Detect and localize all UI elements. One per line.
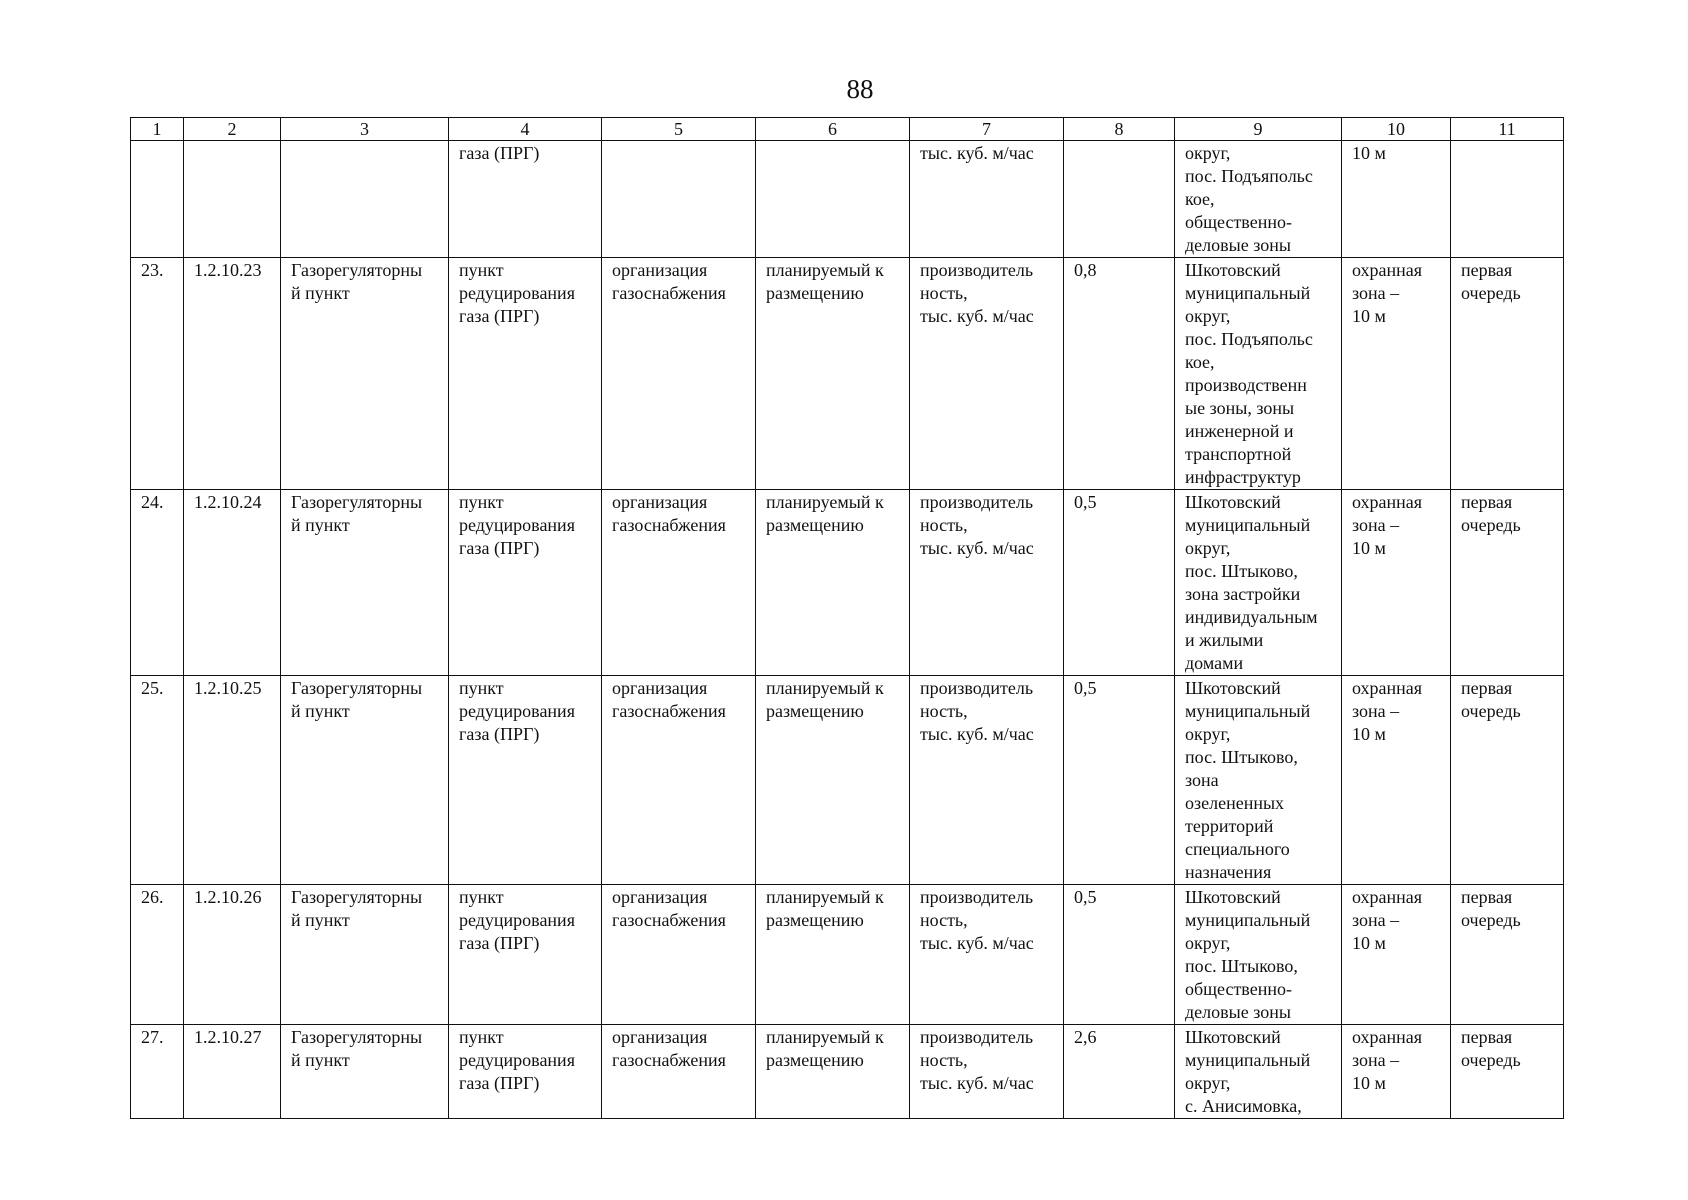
cell-text: организация газоснабжения xyxy=(612,260,726,303)
cell-text: Газорегуляторны й пункт xyxy=(291,260,423,303)
cell-text: производитель ность, тыс. куб. м/час xyxy=(920,492,1034,558)
cell-text: пункт редуцирования газа (ПРГ) xyxy=(459,678,575,744)
cell-text: 27. xyxy=(141,1027,164,1047)
location-cell xyxy=(1175,258,1342,490)
cell-text: планируемый к размещению xyxy=(766,887,884,930)
location-cell xyxy=(1175,885,1342,1025)
object-name-cell xyxy=(281,490,449,676)
zone-cell xyxy=(1342,258,1451,490)
cell-text: охранная зона – 10 м xyxy=(1352,492,1423,558)
column-header: 4 xyxy=(449,118,602,141)
characteristic-value-cell xyxy=(1064,676,1175,885)
priority-cell xyxy=(1451,676,1564,885)
cell-text: 0,5 xyxy=(1074,887,1097,907)
cell-text: пункт редуцирования газа (ПРГ) xyxy=(459,260,575,326)
characteristic-value-cell xyxy=(1064,141,1175,258)
status-cell xyxy=(756,141,910,258)
cell-text: первая очередь xyxy=(1461,887,1521,930)
row-number-cell xyxy=(131,1025,184,1119)
cell-text: охранная зона – 10 м xyxy=(1352,887,1423,953)
cell-text: пункт редуцирования газа (ПРГ) xyxy=(459,1027,575,1093)
code-cell xyxy=(184,490,281,676)
significance-cell xyxy=(602,490,756,676)
priority-cell xyxy=(1451,141,1564,258)
object-name-cell xyxy=(281,258,449,490)
code-cell xyxy=(184,1025,281,1119)
characteristic-value-cell xyxy=(1064,258,1175,490)
code-cell xyxy=(184,676,281,885)
table-row xyxy=(131,141,1564,258)
priority-cell xyxy=(1451,1025,1564,1119)
purpose-cell xyxy=(449,1025,602,1119)
cell-text: округ, пос. Подъяпольс кое, общественно- деловые зоны xyxy=(1185,143,1313,255)
code-cell xyxy=(184,258,281,490)
purpose-cell xyxy=(449,885,602,1025)
code-cell xyxy=(184,141,281,258)
page-number: 88 xyxy=(846,74,874,104)
table-row xyxy=(131,676,1564,885)
location-cell xyxy=(1175,1025,1342,1119)
cell-text: организация газоснабжения xyxy=(612,1027,726,1070)
row-number-cell xyxy=(131,676,184,885)
column-header: 10 xyxy=(1342,118,1451,141)
cell-text: 1.2.10.23 xyxy=(194,260,262,280)
column-header: 2 xyxy=(184,118,281,141)
cell-text: 1.2.10.24 xyxy=(194,492,262,512)
characteristic-value-cell xyxy=(1064,885,1175,1025)
characteristic-value-cell xyxy=(1064,490,1175,676)
cell-text: организация газоснабжения xyxy=(612,887,726,930)
cell-text: Шкотовский муниципальный округ, пос. Штыково, зона застройки индивидуальным и жилыми домами xyxy=(1185,492,1318,673)
table-row xyxy=(131,258,1564,490)
cell-text: Шкотовский муниципальный округ, пос. Подъяпольс кое, производственн ые зоны, зоны инженерной и транспортной инфраструктур xyxy=(1185,260,1313,487)
table-row xyxy=(131,885,1564,1025)
table-row xyxy=(131,1025,1564,1119)
column-number-row xyxy=(131,118,1564,141)
code-cell xyxy=(184,885,281,1025)
table-row xyxy=(131,490,1564,676)
zone-cell xyxy=(1342,1025,1451,1119)
status-cell xyxy=(756,885,910,1025)
cell-text: охранная зона – 10 м xyxy=(1352,1027,1423,1093)
cell-text: 23. xyxy=(141,260,164,280)
cell-text: производитель ность, тыс. куб. м/час xyxy=(920,1027,1034,1093)
status-cell xyxy=(756,490,910,676)
characteristic-name-cell xyxy=(910,1025,1064,1119)
cell-text: 24. xyxy=(141,492,164,512)
cell-text: производитель ность, тыс. куб. м/час xyxy=(920,260,1034,326)
column-header: 9 xyxy=(1175,118,1342,141)
cell-text: 0,5 xyxy=(1074,678,1097,698)
cell-text: 2,6 xyxy=(1074,1027,1097,1047)
cell-text: 26. xyxy=(141,887,164,907)
column-header: 7 xyxy=(910,118,1064,141)
row-number-cell xyxy=(131,885,184,1025)
cell-text: Газорегуляторны й пункт xyxy=(291,887,423,930)
characteristic-value-cell xyxy=(1064,1025,1175,1119)
characteristic-name-cell xyxy=(910,885,1064,1025)
characteristic-name-cell xyxy=(910,141,1064,258)
cell-text: 10 м xyxy=(1352,143,1386,163)
significance-cell xyxy=(602,141,756,258)
object-name-cell xyxy=(281,885,449,1025)
status-cell xyxy=(756,258,910,490)
location-cell xyxy=(1175,490,1342,676)
cell-text: организация газоснабжения xyxy=(612,678,726,721)
object-name-cell xyxy=(281,1025,449,1119)
cell-text: производитель ность, тыс. куб. м/час xyxy=(920,887,1034,953)
cell-text: первая очередь xyxy=(1461,1027,1521,1070)
cell-text: охранная зона – 10 м xyxy=(1352,678,1423,744)
cell-text: пункт редуцирования газа (ПРГ) xyxy=(459,887,575,953)
status-cell xyxy=(756,1025,910,1119)
column-header: 3 xyxy=(281,118,449,141)
cell-text: Шкотовский муниципальный округ, пос. Штыково, общественно- деловые зоны xyxy=(1185,887,1311,1022)
cell-text: Шкотовский муниципальный округ, с. Анисимовка, xyxy=(1185,1027,1311,1116)
zone-cell xyxy=(1342,885,1451,1025)
cell-text: планируемый к размещению xyxy=(766,260,884,303)
column-header: 11 xyxy=(1451,118,1564,141)
data-table xyxy=(130,117,1564,1119)
characteristic-name-cell xyxy=(910,490,1064,676)
row-number-cell xyxy=(131,258,184,490)
characteristic-name-cell xyxy=(910,258,1064,490)
significance-cell xyxy=(602,1025,756,1119)
row-number-cell xyxy=(131,490,184,676)
cell-text: Газорегуляторны й пункт xyxy=(291,1027,423,1070)
cell-text: охранная зона – 10 м xyxy=(1352,260,1423,326)
purpose-cell xyxy=(449,676,602,885)
cell-text: планируемый к размещению xyxy=(766,492,884,535)
significance-cell xyxy=(602,258,756,490)
significance-cell xyxy=(602,676,756,885)
cell-text: 1.2.10.25 xyxy=(194,678,262,698)
cell-text: Газорегуляторны й пункт xyxy=(291,492,423,535)
column-header: 6 xyxy=(756,118,910,141)
cell-text: 1.2.10.27 xyxy=(194,1027,262,1047)
cell-text: первая очередь xyxy=(1461,260,1521,303)
cell-text: пункт редуцирования газа (ПРГ) xyxy=(459,492,575,558)
cell-text: производитель ность, тыс. куб. м/час xyxy=(920,678,1034,744)
object-name-cell xyxy=(281,141,449,258)
purpose-cell xyxy=(449,490,602,676)
characteristic-name-cell xyxy=(910,676,1064,885)
table-body xyxy=(131,141,1564,1119)
cell-text: первая очередь xyxy=(1461,678,1521,721)
zone-cell xyxy=(1342,676,1451,885)
cell-text: первая очередь xyxy=(1461,492,1521,535)
column-header: 5 xyxy=(602,118,756,141)
cell-text: 0,5 xyxy=(1074,492,1097,512)
cell-text: 0,8 xyxy=(1074,260,1097,280)
location-cell xyxy=(1175,676,1342,885)
priority-cell xyxy=(1451,490,1564,676)
object-name-cell xyxy=(281,676,449,885)
cell-text: планируемый к размещению xyxy=(766,1027,884,1070)
cell-text: 1.2.10.26 xyxy=(194,887,262,907)
significance-cell xyxy=(602,885,756,1025)
purpose-cell xyxy=(449,258,602,490)
purpose-cell xyxy=(449,141,602,258)
cell-text: Шкотовский муниципальный округ, пос. Штыково, зона озелененных территорий специального назначения xyxy=(1185,678,1311,882)
cell-text: 25. xyxy=(141,678,164,698)
zone-cell xyxy=(1342,490,1451,676)
cell-text: организация газоснабжения xyxy=(612,492,726,535)
cell-text: газа (ПРГ) xyxy=(459,143,540,163)
priority-cell xyxy=(1451,885,1564,1025)
cell-text: планируемый к размещению xyxy=(766,678,884,721)
cell-text: Газорегуляторны й пункт xyxy=(291,678,423,721)
column-header: 1 xyxy=(131,118,184,141)
zone-cell xyxy=(1342,141,1451,258)
cell-text: тыс. куб. м/час xyxy=(920,143,1034,163)
row-number-cell xyxy=(131,141,184,258)
status-cell xyxy=(756,676,910,885)
location-cell xyxy=(1175,141,1342,258)
column-header: 8 xyxy=(1064,118,1175,141)
priority-cell xyxy=(1451,258,1564,490)
